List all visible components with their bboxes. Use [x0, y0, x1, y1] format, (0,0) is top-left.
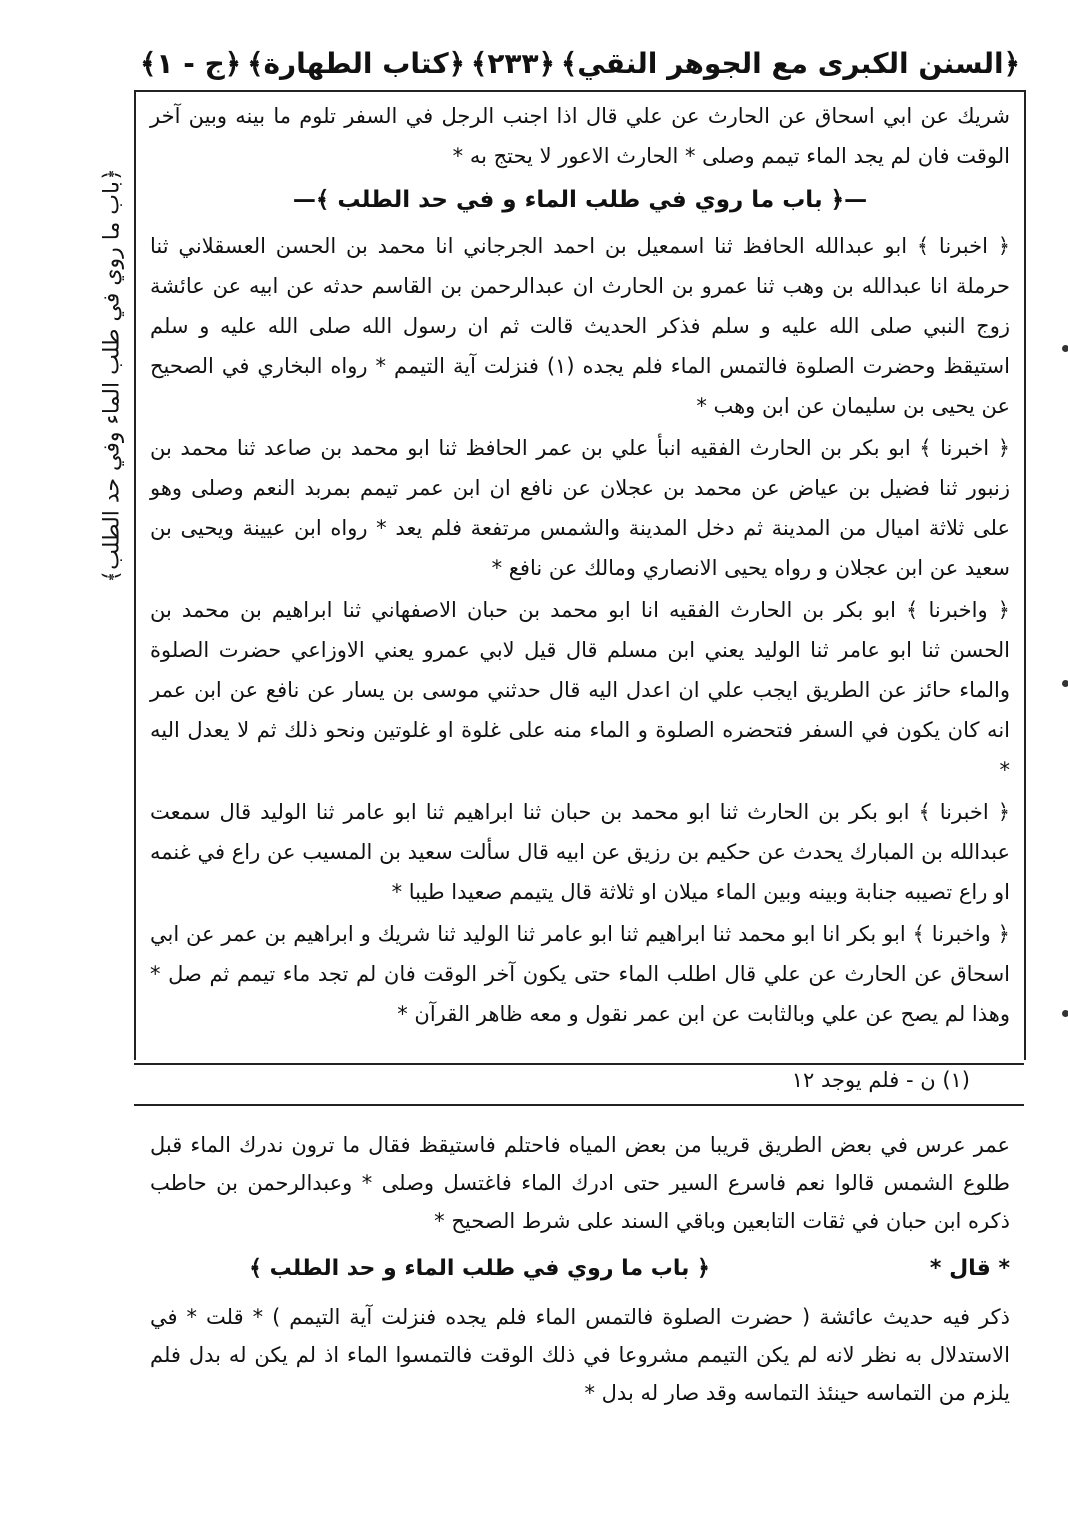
top-rule — [134, 90, 1024, 92]
commentary-qal: * قال * — [929, 1256, 1010, 1281]
page-header — [140, 38, 1020, 88]
chapter-title — [150, 180, 1010, 220]
intro-paragraph: شريك عن ابي اسحاق عن الحارث عن علي قال اذا اجنب الرجل في السفر تلوم ما بينه وبين آخر الوقت فان لم يجد الماء تيمم وصلى * الحارث الاعور لا يحتج به * — [150, 104, 1010, 168]
scan-speck — [1062, 680, 1068, 687]
narration-paragraph: ﴿ واخبرنا ﴾ ابو بكر بن الحارث الفقيه انا ابو محمد بن حبان الاصفهاني ثنا ابراهيم بن محمد بن الحسن ثنا ابو عامر ثنا الوليد يعني ابن مسلم قال قيل لابي عمرو يعني الاوزاعي حضرت الصلوة والماء حائز عن الطريق ايجب علي ان اعدل اليه قال حدثني موسى بن يسار عن نافع عن ابن عمر انه كان يكون في السفر فتحضره الصلوة و الماء منه على غلوة او غلوتين ونحو ذلك ثم لا يعدل اليه * — [150, 598, 1010, 782]
commentary-text — [150, 1126, 1010, 1414]
commentary-chapter-title: ﴿ باب ما روي في طلب الماء و حد الطلب ﴾ — [249, 1256, 710, 1281]
margin-chapter-text: ﴿باب ما روي في طلب الماء وفي حد الطلب﴾ — [99, 167, 125, 583]
chapter-ornament-right: —﴿ — [830, 187, 868, 213]
volume-label: ﴿ج - ١﴾ — [140, 46, 242, 80]
scan-speck — [1062, 1010, 1068, 1017]
scan-speck — [1062, 345, 1068, 352]
chapter-ornament-left: ﴾— — [292, 187, 330, 213]
main-text — [150, 96, 1010, 1036]
commentary-heading — [150, 1250, 1010, 1288]
book-title: ﴿السنن الكبرى مع الجوهر النقي﴾ — [560, 46, 1020, 80]
narration-paragraph: ﴿ واخبرنا ﴾ ابو بكر انا ابو محمد ثنا ابراهيم ثنا ابو عامر ثنا الوليد ثنا شريك و ابراهيم بن عمر عن ابي اسحاق عن الحارث عن علي قال اطلب الماء حتى يكون آخر الوقت فان لم تجد ماء تيمم ثم صل * وهذا لم يصح عن علي وبالثابت عن ابن عمر نقول و معه ظاهر القرآن * — [150, 922, 1010, 1026]
footnote-rule — [134, 1063, 1024, 1065]
section-title: ﴿كتاب الطهارة﴾ — [247, 46, 466, 80]
commentary-continuation: عمر عرس في بعض الطريق قريبا من بعض المياه فاحتلم فاستيقظ فقال ما ترون ندرك الماء قبل طلوع الشمس قالوا نعم فاسرع السير حتى ادرك الماء فاغتسل وصلى * وعبدالرحمن بن حاطب ذكره ابن حبان في ثقات التابعين وباقي السند على شرط الصحيح * — [150, 1133, 1010, 1233]
narration-paragraph: ﴿ اخبرنا ﴾ ابو بكر بن الحارث الفقيه انبأ علي بن عمر الحافظ ثنا ابو محمد بن صاعد ثنا محمد بن زنبور ثنا فضيل بن عياض عن محمد بن عجلان عن نافع ان ابن عمر تيمم بمربد النعم وصلى وهو على ثلاثة اميال من المدينة ثم دخل المدينة والشمس مرتفعة فلم يعد * رواه ابن عيينة ويحيى بن سعيد عن ابن عجلان و رواه يحيى الانصاري ومالك عن نافع * — [150, 436, 1010, 580]
commentary-rule — [134, 1104, 1024, 1106]
chapter-title-text: باب ما روي في طلب الماء و في حد الطلب — [337, 187, 823, 213]
narration-paragraph: ﴿ اخبرنا ﴾ ابو عبدالله الحافظ ثنا اسمعيل بن احمد الجرجاني انا محمد بن الحسن العسقلاني ثنا حرملة انا عبدالله بن وهب ثنا عمرو بن الحارث ان عبدالرحمن بن القاسم حدثه عن ابيه عن عائشة زوج النبي صلى الله عليه و سلم فذكر الحديث قالت ثم ان رسول الله صلى الله عليه و سلم استيقظ وحضرت الصلوة فالتمس الماء فلم يجده (١) فنزلت آية التيمم * رواه البخاري في الصحيح عن يحيى بن سليمان عن ابن وهب * — [150, 234, 1010, 418]
commentary-paragraph: ذكر فيه حديث عائشة ( حضرت الصلوة فالتمس الماء فلم يجده فنزلت آية التيمم ) * قلت * في الاستدلال به نظر لانه لم يكن التيمم مشروعا في ذلك الوقت فالتمسوا الماء اذ لم يكن له بدل فلم يلزم من التماسه حينئذ التماسه وقد صار له بدل * — [150, 1305, 1010, 1405]
narration-paragraph: ﴿ اخبرنا ﴾ ابو بكر بن الحارث ثنا ابو محمد بن حبان ثنا ابراهيم ثنا ابو عامر ثنا الوليد قال سمعت عبدالله بن المبارك يحدث عن حكيم بن رزيق عن ابيه قال سألت سعيد بن المسيب عن راع في غنمه او راع تصيبه جنابة وبينه وبين الماء ميلان او ثلاثة قال يتيمم صعيدا طيبا * — [150, 800, 1010, 904]
footnote: (١) ن - فلم يوجد ١٢ — [791, 1068, 970, 1092]
page-number: ﴿٢٣٣﴾ — [470, 46, 556, 80]
margin-chapter-note — [92, 125, 132, 625]
